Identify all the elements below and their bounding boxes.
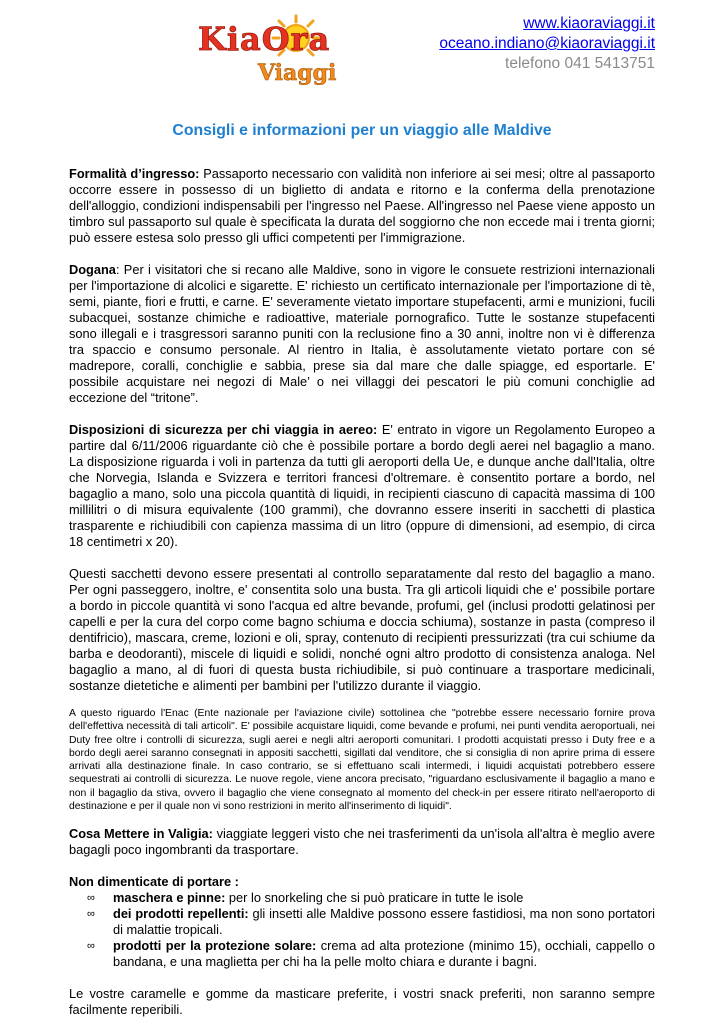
list-item-label: maschera e pinne: bbox=[113, 890, 226, 906]
website-link[interactable]: www.kiaoraviaggi.it bbox=[523, 15, 655, 32]
snack-paragraph: Le vostre caramelle e gomme da masticare preferite, i vostri snack preferiti, non saranno sempre facilmente reperibili. bbox=[69, 986, 655, 1018]
dogana-label: Dogana bbox=[69, 262, 116, 277]
valigia-label: Cosa Mettere in Valigia: bbox=[69, 826, 213, 842]
sacchetti-paragraph: Questi sacchetti devono essere presentati al controllo separatamente dal resto del bagaglio a mano. Per ogni passeggero, inoltre, e' consentita solo una busta. Tra gli articoli liquidi che e' possibile portare a bordo in piccole quantità vi sono l'acqua ed altre bevande, profumi, gel (inclusi prodotti gelatinosi per capelli e per la cura del corpo come bagno schiuma e doccia schiuma), sostanze in pasta (compreso il dentifricio), mascara, creme, lozioni e oli, spray, contenuto di recipienti pressurizzati (tra cui schiume da barba e deodoranti), miscele di liquidi e solidi, nonché ogni altro prodotto di consistenza analoga. Nel bagaglio a mano, al di fuori di questa busta richiudibile, si può continuare a trasportare medicinali, sostanze dietetiche e alimenti per bambini per l'utilizzo durante il viaggio. bbox=[69, 566, 655, 693]
logo-line2: Viaggi bbox=[258, 60, 337, 86]
valigia-paragraph bbox=[69, 826, 655, 858]
portare-heading bbox=[69, 874, 655, 890]
list-item-text: per lo snorkeling che si può praticare in tutte le isole bbox=[225, 890, 524, 906]
infinity-bullet-icon: ∞ bbox=[87, 940, 95, 953]
list-item-text: gli insetti alle Maldive possono essere fastidiosi, ma non sono portatori di malattie tropicali. bbox=[113, 906, 655, 938]
list-item bbox=[69, 890, 655, 906]
list-item bbox=[69, 938, 655, 970]
sicurezza-label: Disposizioni di sicurezza per chi viaggia in aereo: bbox=[69, 422, 378, 437]
dogana-paragraph bbox=[69, 262, 655, 406]
list-item bbox=[69, 906, 655, 938]
infinity-bullet-icon: ∞ bbox=[87, 908, 95, 921]
valigia-text: viaggiate leggeri visto che nei trasferimenti da un'isola all'altra è meglio avere bagagli poco ingombranti da trasportare. bbox=[69, 826, 655, 858]
email-link[interactable]: oceano.indiano@kiaoraviaggi.it bbox=[439, 35, 655, 52]
enac-paragraph: A questo riguardo l'Enac (Ente nazionale per l'aviazione civile) sottolinea che "potrebbe essere necessario fornire prova dell'effettiva necessità di tali articoli". E' possibile acquistare liquidi, come bevande e profumi, nei punti vendita aeroportuali, nei Duty free oltre i controlli di sicurezza, sugli aerei e negli altri aeroporti comunitari. I prodotti acquistati presso i Duty free e a bordo degli aerei saranno consegnati in appositi sacchetti, sigillati dal venditore, che si consiglia di non aprire prima di essere arrivati alla destinazione finale. In caso contrario, se si effettuano scali intermedi, i liquidi acquistati potrebbero essere sequestrati ai controlli di sicurezza. Le nuove regole, viene ancora precisato, "riguardano esclusivamente il bagaglio a mano e non il bagaglio da stiva, ovvero il bagaglio che viene consegnato al momento del check-in per essere ritirato nell'aeroporto di destinazione e per il quale non vi sono restrizioni in merito all'inserimento di liquidi". bbox=[69, 708, 655, 813]
list-item-label: prodotti per la protezione solare: bbox=[113, 938, 317, 954]
formalita-label: Formalità d’ingresso: bbox=[69, 166, 200, 181]
document-body bbox=[69, 166, 655, 1018]
logo-line1: KiaOra bbox=[198, 20, 331, 58]
formalita-paragraph bbox=[69, 166, 655, 246]
portare-list bbox=[69, 890, 655, 970]
kiaora-viaggi-logo bbox=[192, 14, 362, 90]
contact-block bbox=[439, 14, 655, 74]
sicurezza-text: E' entrato in vigore un Regolamento Europeo a partire dal 6/11/2006 riguardante ciò che è possibile portare a bordo degli aerei nel bagaglio a mano. La disposizione riguarda i voli in partenza da tutti gli aeroporti della Ue, e dunque anche dall'Italia, oltre che Norvegia, Islanda e Svizzera e territori francesi d'oltremare. è consentito portare a bordo, nel bagaglio a mano, solo una piccola quantità di liquidi, in recipienti ciascuno di capacità massima di 100 millilitri o di misura equivalente (100 grammi), che dovranno essere inseriti in sacchetti di plastica trasparente e richiudibili con capienza massima di un litro (oppure di dimensioni, ad esempio, di circa 18 centimetri x 20). bbox=[69, 422, 655, 549]
sicurezza-paragraph bbox=[69, 422, 655, 550]
list-item-text: crema ad alta protezione (minimo 15), occhiali, cappello o bandana, e una maglietta per chi ha la pelle molto chiara e durante i bagni. bbox=[113, 938, 655, 970]
formalita-text: Passaporto necessario con validità non inferiore ai sei mesi; oltre al passaporto occorre essere in possesso di un biglietto di andata e ritorno e la conferma della prenotazione dell'alloggio, condizioni indispensabili per l'ingresso nel Paese. All'ingresso nel Paese viene apposto un timbro sul passaporto sul quale è specificata la durata del soggiorno che non eccede mai i trenta giorni; può essere estesa solo presso gli uffici competenti per l'immigrazione. bbox=[69, 166, 656, 245]
dogana-text: : Per i visitatori che si recano alle Maldive, sono in vigore le consuete restrizioni internazionali per l'importazione di alcolici e sigarette. E' richiesto un certificato internazionale per l'importazione di tè, semi, piante, fiori e frutti, e carne. E' severamente vietato importare stupefacenti, armi e munizioni, fucili subacquei, sostanze chimiche e radioattive, materiale pornografico. Tutte le sostanze stupefacenti sono illegali e i trasgressori saranno puniti con la reclusione fino a 30 anni, inoltre non vi è differenza tra spaccio e consumo personale. Al rientro in Italia, è assolutamente vietato portare con sé madrepore, coralli, conchiglie e sabbia, prese sia dal mare che dalle spiagge, ed esportarle. E' possibile acquistare nei negozi di Male’ o nei villaggi dei pescatori le più comuni conchiglie ad eccezione del “tritone”. bbox=[69, 262, 655, 405]
phone-number: telefono 041 5413751 bbox=[505, 55, 655, 72]
list-item-label: dei prodotti repellenti: bbox=[113, 906, 249, 922]
infinity-bullet-icon: ∞ bbox=[87, 892, 95, 905]
portare-label: Non dimenticate di portare : bbox=[69, 874, 239, 890]
page-title: Consigli e informazioni per un viaggio alle Maldive bbox=[172, 122, 552, 139]
